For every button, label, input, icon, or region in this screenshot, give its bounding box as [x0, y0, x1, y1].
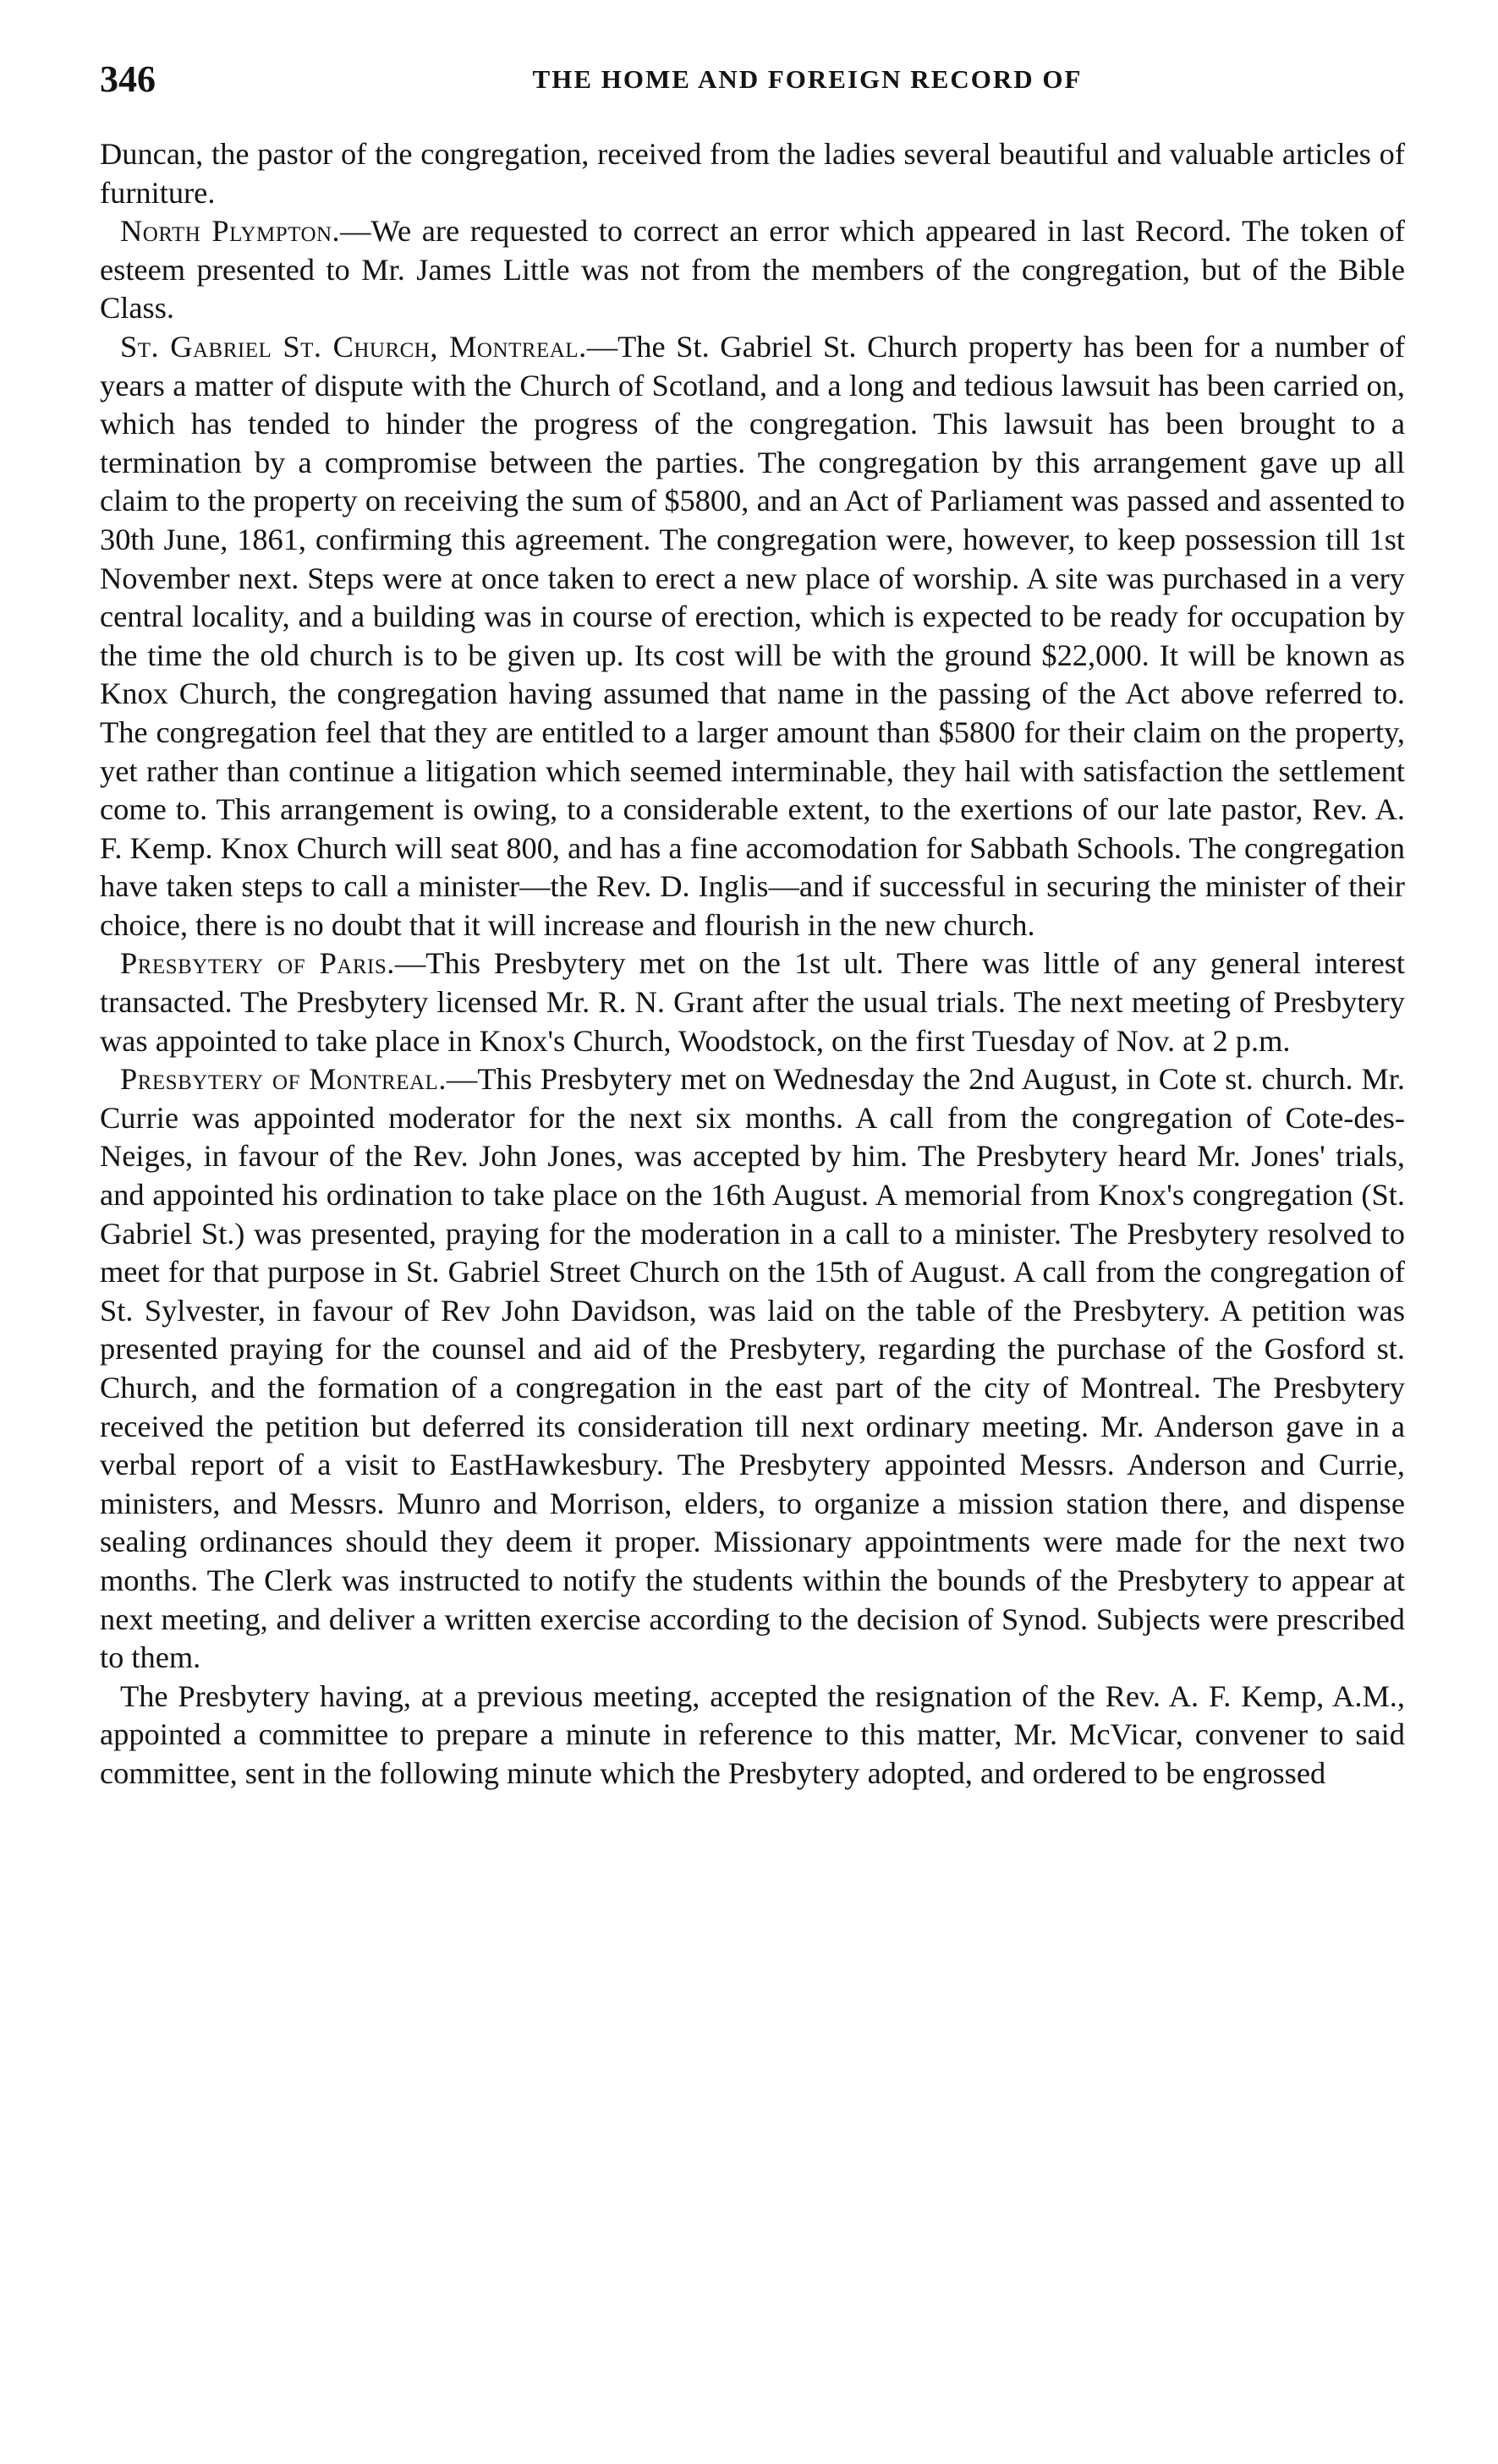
- paragraph-kemp-resignation: [100, 1678, 1405, 1793]
- paragraph-text: Duncan, the pastor of the congregation, received from the ladies several beautiful and valuable articles of furniture.: [100, 137, 1405, 210]
- paragraph-presbytery-montreal: [100, 1060, 1405, 1678]
- paragraph-text: —We are requested to correct an error which appeared in last Record. The token of esteem presented to Mr. James Little was not from the members of the congregation, but of the Bible Class.: [100, 214, 1405, 326]
- journal-title: THE HOME AND FOREIGN RECORD OF: [532, 64, 1083, 94]
- paragraph-text: —The St. Gabriel St. Church property has been for a number of years a matter of dispute with the Church of Scotland, and a long and tedious lawsuit has been carried on, which has tended to hinder the progress of the congregation. This lawsuit has been brought to a termination by a compromise between the parties. The congregation by this arrangement gave up all claim to the property on receiving the sum of $5800, and an Act of Parliament was passed and assented to 30th June, 1861, confirming this agreement. The congregation were, however, to keep possession till 1st November next. Steps were at once taken to erect a new place of worship. A site was purchased in a very central locality, and a building was in course of erection, which is expected to be ready for occupation by the time the old church is to be given up. Its cost will be with the ground $22,000. It will be known as Knox Church, the congregation having assumed that name in the passing of the Act above referred to. The congregation feel that they are entitled to a larger amount than $5800 for their claim on the property, yet rather than continue a litigation which seemed interminable, they hail with satisfaction the settlement come to. This arrangement is owing, to a considerable extent, to the exertions of our late pastor, Rev. A. F. Kemp. Knox Church will seat 800, and has a fine accomodation for Sabbath Schools. The congregation have taken steps to call a minister—the Rev. D. Inglis—and if successful in securing the minister of their choice, there is no doubt that it will increase and flourish in the new church.: [100, 329, 1405, 942]
- paragraph-text: —This Presbytery met on Wednesday the 2nd August, in Cote st. church. Mr. Currie was appointed moderator for the next six months. A call from the congregation of Cote-des-Neiges, in favour of the Rev. John Jones, was accepted by him. The Presbytery heard Mr. Jones' trials, and appointed his ordination to take place on the 16th August. A memorial from Knox's congregation (St. Gabriel St.) was presented, praying for the moderation in a call to a minister. The Presbytery resolved to meet for that purpose in St. Gabriel Street Church on the 15th of August. A call from the congregation of St. Sylvester, in favour of Rev John Davidson, was laid on the table of the Presbytery. A petition was presented praying for the counsel and aid of the Presbytery, regarding the purchase of the Gosford st. Church, and the formation of a congregation in the east part of the city of Montreal. The Presbytery received the petition but deferred its consideration till next ordinary meeting. Mr. Anderson gave in a verbal report of a visit to EastHawkesbury. The Presbytery appointed Messrs. Anderson and Currie, ministers, and Messrs. Munro and Morrison, elders, to organize a mission station there, and dispense sealing ordinances should they deem it proper. Missionary appointments were made for the next two months. The Clerk was instructed to notify the students within the bounds of the Presbytery to appear at next meeting, and deliver a written exercise according to the decision of Synod. Subjects were prescribed to them.: [100, 1062, 1405, 1675]
- paragraph-continuation: [100, 135, 1405, 212]
- body-text: [100, 135, 1405, 1793]
- paragraph-text: —This Presbytery met on the 1st ult. There was little of any general interest transacted. The Presbytery licensed Mr. R. N. Grant after the usual trials. The next meeting of Presbytery was appointed to take place in Knox's Church, Woodstock, on the first Tuesday of Nov. at 2 p.m.: [100, 946, 1405, 1058]
- page-number: 346: [100, 58, 156, 100]
- paragraph-text: The Presbytery having, at a previous meeting, accepted the resignation of the Rev. A. F. Kemp, A.M., appointed a committee to prepare a minute in reference to this matter, Mr. McVicar, convener to said committee, sent in the following minute which the Presbytery adopted, and ordered to be engrossed: [100, 1678, 1405, 1790]
- section-heading: Presbytery of Montreal.: [120, 1062, 447, 1097]
- section-heading: St. Gabriel St. Church, Montreal.: [120, 329, 587, 364]
- paragraph-st-gabriel-church: [100, 328, 1405, 945]
- section-heading: Presbytery of Paris.: [120, 946, 395, 981]
- running-head: [100, 54, 1405, 113]
- paragraph-presbytery-paris: [100, 945, 1405, 1060]
- paragraph-north-plympton: [100, 212, 1405, 328]
- section-heading: North Plympton.: [120, 214, 341, 249]
